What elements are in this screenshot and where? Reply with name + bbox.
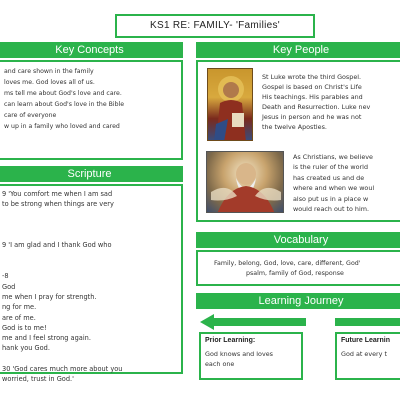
scripture-line: -8 [2, 272, 9, 281]
future-line: God at every t [341, 350, 387, 358]
god-line: has created us and de [293, 173, 365, 182]
prior-learning-text [205, 349, 273, 369]
learning-journey-header: Learning Journey [196, 293, 400, 309]
future-learning-box [335, 332, 400, 380]
vocabulary-line: psalm, family of God, response [246, 269, 344, 277]
page-title: KS1 RE: FAMILY- 'Families' [115, 14, 315, 38]
concept-line: and care shown in the family [4, 68, 94, 75]
luke-line: Jesus in person and he was not [262, 113, 362, 121]
scripture-line: are of me. [2, 313, 36, 322]
key-concepts-list [4, 66, 124, 132]
scripture-line [2, 251, 122, 261]
back-arrow-icon [200, 314, 306, 330]
luke-line: Death and Resurrection. Luke nev [262, 103, 371, 111]
concept-line: can learn about God's love in the Bible [4, 101, 125, 108]
vocabulary-header: Vocabulary [196, 232, 400, 248]
concept-line: care of everyone [4, 112, 57, 119]
god-line: would reach out to him. [293, 205, 370, 214]
scripture-line: me when I pray for strength. [2, 292, 97, 301]
scripture-line: God is to me! [2, 323, 47, 332]
concept-line: w up in a family who loved and cared [4, 123, 120, 130]
vocabulary-line: Family, belong, God, love, care, different, God' [214, 260, 361, 267]
forward-arrow-icon [335, 314, 400, 330]
scripture-line: me and I feel strong again. [2, 334, 91, 343]
st-luke-description [262, 72, 370, 132]
concept-line: loves me. God loves all of us. [4, 79, 95, 86]
scripture-line: 30 'God cares much more about you [2, 365, 123, 374]
prior-line: God knows and loves [205, 350, 273, 358]
prior-learning-label: Prior Learning: [205, 337, 256, 344]
vocabulary-box [196, 250, 400, 286]
scripture-line [2, 261, 122, 271]
scripture-line: worried, trust in God.' [2, 375, 74, 384]
god-line: where and when we woul [293, 184, 375, 193]
scripture-line: hank you God. [2, 344, 50, 353]
scripture-line: 9 'I am glad and I thank God who [2, 241, 112, 250]
prior-line: each one [205, 360, 235, 368]
god-description [293, 152, 374, 214]
god-painting-image [206, 151, 284, 213]
key-concepts-header: Key Concepts [0, 42, 183, 58]
key-concepts-box [0, 60, 183, 160]
luke-line: the twelve Apostles. [262, 123, 327, 131]
scripture-line: 9 'You comfort me when I am sad [2, 190, 113, 198]
scripture-line: ng for me. [2, 303, 37, 312]
scripture-line: God [2, 282, 16, 291]
scripture-line: to be strong when things are very [2, 200, 114, 209]
luke-line: His teachings. His parables and [262, 93, 363, 101]
scripture-line [2, 210, 122, 220]
st-luke-icon-image [207, 68, 253, 141]
vocabulary-list [214, 259, 361, 278]
god-line: is the ruler of the world [293, 163, 369, 172]
god-line: also put us in a place w [293, 194, 369, 203]
luke-line: Gospel is based on Christ's Life [262, 83, 362, 91]
scripture-header: Scripture [0, 166, 183, 182]
future-learning-label: Future Learnin [341, 337, 391, 344]
scripture-line [2, 354, 122, 364]
key-people-header: Key People [196, 42, 400, 58]
god-line: As Christians, we believe [293, 153, 373, 161]
scripture-line [2, 230, 122, 240]
future-learning-text [341, 349, 387, 359]
luke-line: St Luke wrote the third Gospel. [262, 73, 362, 81]
scripture-box [0, 184, 183, 384]
prior-learning-box [199, 332, 303, 380]
concept-line: ms tell me about God's love and care. [4, 90, 122, 97]
scripture-list [2, 189, 122, 385]
scripture-line [2, 220, 122, 230]
